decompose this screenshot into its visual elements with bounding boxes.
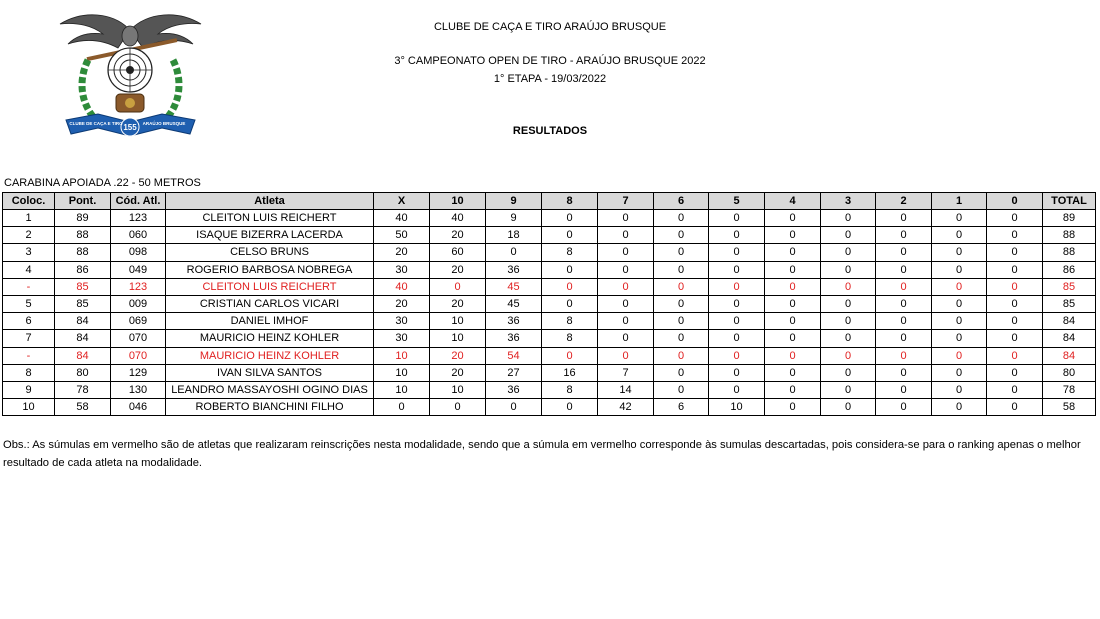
table-cell: 20	[430, 227, 486, 244]
table-cell: -	[3, 278, 55, 295]
table-cell: 85	[1043, 278, 1096, 295]
table-cell: 0	[876, 330, 932, 347]
table-cell: 0	[821, 399, 876, 416]
table-cell: 0	[598, 278, 654, 295]
table-cell: 40	[374, 210, 430, 227]
column-header: 2	[876, 193, 932, 210]
table-cell: 069	[111, 313, 166, 330]
table-cell: CLEITON LUIS REICHERT	[166, 210, 374, 227]
table-row	[3, 227, 1096, 244]
table-row	[3, 347, 1096, 364]
table-cell: 0	[932, 364, 987, 381]
table-cell: 0	[987, 347, 1043, 364]
table-cell: 009	[111, 295, 166, 312]
table-cell: 10	[709, 399, 765, 416]
column-header: 4	[765, 193, 821, 210]
table-cell: 0	[709, 227, 765, 244]
table-cell: 88	[1043, 244, 1096, 261]
table-cell: 88	[55, 244, 111, 261]
table-cell: 130	[111, 381, 166, 398]
logo-banner-left: CLUBE DE CAÇA E TIRO	[69, 121, 123, 126]
table-cell: 80	[1043, 364, 1096, 381]
table-cell: 8	[542, 313, 598, 330]
footnote: Obs.: As súmulas em vermelho são de atletas que realizaram reinscrições nesta modalidade, sendo que a súmula em vermelho corresponde às sumulas descartadas, pois considera-se para o ranking apenas o melhor resultado de cada atleta na modalidade.	[3, 439, 1081, 469]
table-cell: 0	[598, 313, 654, 330]
table-row	[3, 381, 1096, 398]
table-row	[3, 278, 1096, 295]
table-cell: 0	[430, 399, 486, 416]
table-cell: ROGERIO BARBOSA NOBREGA	[166, 261, 374, 278]
table-cell: 36	[486, 330, 542, 347]
table-cell: 0	[486, 244, 542, 261]
table-cell: 0	[987, 261, 1043, 278]
column-header: 10	[430, 193, 486, 210]
table-cell: 0	[765, 210, 821, 227]
table-cell: 0	[821, 278, 876, 295]
table-cell: 0	[709, 381, 765, 398]
table-cell: DANIEL IMHOF	[166, 313, 374, 330]
table-cell: 54	[486, 347, 542, 364]
table-cell: 0	[654, 227, 709, 244]
table-cell: 18	[486, 227, 542, 244]
table-cell: 84	[55, 347, 111, 364]
table-cell: 0	[709, 210, 765, 227]
table-cell: 060	[111, 227, 166, 244]
table-cell: 0	[765, 278, 821, 295]
table-cell: 84	[1043, 330, 1096, 347]
table-cell: 0	[821, 364, 876, 381]
table-cell: 0	[709, 278, 765, 295]
table-cell: 14	[598, 381, 654, 398]
table-cell: 0	[876, 313, 932, 330]
table-cell: 6	[654, 399, 709, 416]
table-cell: 80	[55, 364, 111, 381]
table-cell: 0	[821, 330, 876, 347]
table-cell: MAURICIO HEINZ KOHLER	[166, 330, 374, 347]
table-cell: 0	[987, 295, 1043, 312]
table-cell: -	[3, 347, 55, 364]
table-row	[3, 313, 1096, 330]
column-header: X	[374, 193, 430, 210]
table-cell: 20	[430, 364, 486, 381]
table-cell: 0	[765, 244, 821, 261]
table-header-row	[3, 193, 1096, 210]
table-cell: 0	[654, 364, 709, 381]
table-cell: 84	[1043, 347, 1096, 364]
column-header: TOTAL	[1043, 193, 1096, 210]
table-cell: 36	[486, 381, 542, 398]
table-cell: 0	[654, 278, 709, 295]
table-cell: 2	[3, 227, 55, 244]
table-cell: 45	[486, 278, 542, 295]
table-cell: 098	[111, 244, 166, 261]
table-cell: 7	[3, 330, 55, 347]
column-header: 9	[486, 193, 542, 210]
table-cell: 89	[1043, 210, 1096, 227]
table-cell: 0	[486, 399, 542, 416]
table-cell: 30	[374, 330, 430, 347]
table-row	[3, 295, 1096, 312]
table-cell: 0	[765, 347, 821, 364]
table-cell: 0	[598, 347, 654, 364]
stage-date: 1° ETAPA - 19/03/2022	[493, 73, 607, 85]
championship-title: 3° CAMPEONATO OPEN DE TIRO - ARAÚJO BRUSQUE 2022	[394, 55, 706, 67]
table-cell: 8	[3, 364, 55, 381]
table-cell: 0	[987, 399, 1043, 416]
table-cell: 0	[932, 399, 987, 416]
table-cell: 0	[932, 244, 987, 261]
table-cell: ISAQUE BIZERRA LACERDA	[166, 227, 374, 244]
table-cell: 0	[765, 313, 821, 330]
table-cell: 45	[486, 295, 542, 312]
table-cell: 0	[876, 381, 932, 398]
table-cell: 0	[932, 381, 987, 398]
table-cell: 40	[374, 278, 430, 295]
table-cell: 0	[821, 210, 876, 227]
table-cell: 30	[374, 261, 430, 278]
table-cell: ROBERTO BIANCHINI FILHO	[166, 399, 374, 416]
table-cell: 0	[932, 278, 987, 295]
table-cell: 85	[55, 295, 111, 312]
table-cell: 0	[876, 399, 932, 416]
table-cell: 0	[709, 364, 765, 381]
table-cell: 0	[821, 381, 876, 398]
table-cell: 60	[430, 244, 486, 261]
table-cell: 0	[765, 364, 821, 381]
table-cell: 89	[55, 210, 111, 227]
table-cell: 20	[430, 347, 486, 364]
table-cell: 0	[709, 244, 765, 261]
table-cell: 3	[3, 244, 55, 261]
table-cell: 0	[876, 278, 932, 295]
table-cell: 42	[598, 399, 654, 416]
table-cell: 0	[765, 330, 821, 347]
table-cell: 0	[654, 210, 709, 227]
table-cell: 0	[821, 295, 876, 312]
table-cell: 10	[430, 381, 486, 398]
table-cell: 0	[765, 227, 821, 244]
table-cell: 8	[542, 330, 598, 347]
table-cell: 1	[3, 210, 55, 227]
club-title: CLUBE DE CAÇA E TIRO ARAÚJO BRUSQUE	[433, 21, 667, 33]
table-cell: 0	[876, 261, 932, 278]
table-cell: 0	[932, 330, 987, 347]
table-cell: 0	[821, 261, 876, 278]
table-cell: CRISTIAN CARLOS VICARI	[166, 295, 374, 312]
table-cell: 0	[709, 261, 765, 278]
category-label: CARABINA APOIADA .22 - 50 METROS	[4, 177, 201, 189]
table-cell: 0	[542, 347, 598, 364]
column-header: 1	[932, 193, 987, 210]
table-cell: 0	[709, 330, 765, 347]
table-cell: 10	[430, 313, 486, 330]
table-cell: 123	[111, 210, 166, 227]
table-row	[3, 364, 1096, 381]
table-cell: 0	[654, 330, 709, 347]
table-cell: 50	[374, 227, 430, 244]
table-cell: 88	[1043, 227, 1096, 244]
table-cell: 0	[987, 227, 1043, 244]
table-cell: 0	[374, 399, 430, 416]
table-cell: 0	[876, 295, 932, 312]
table-cell: 0	[542, 261, 598, 278]
table-cell: 10	[430, 330, 486, 347]
table-cell: CLEITON LUIS REICHERT	[166, 278, 374, 295]
table-cell: 20	[430, 261, 486, 278]
table-cell: 0	[654, 295, 709, 312]
logo-number: 155	[123, 123, 137, 132]
table-row	[3, 330, 1096, 347]
table-cell: 0	[987, 330, 1043, 347]
table-cell: IVAN SILVA SANTOS	[166, 364, 374, 381]
table-cell: 85	[55, 278, 111, 295]
table-cell: 8	[542, 381, 598, 398]
table-cell: 8	[542, 244, 598, 261]
results-table	[2, 192, 1096, 416]
table-cell: LEANDRO MASSAYOSHI OGINO DIAS	[166, 381, 374, 398]
table-cell: 0	[598, 330, 654, 347]
table-cell: 0	[987, 278, 1043, 295]
table-cell: 16	[542, 364, 598, 381]
table-cell: 20	[374, 295, 430, 312]
table-cell: 20	[374, 244, 430, 261]
table-cell: 0	[821, 347, 876, 364]
table-cell: 0	[598, 261, 654, 278]
table-cell: 0	[932, 295, 987, 312]
table-cell: 78	[55, 381, 111, 398]
table-cell: 0	[542, 227, 598, 244]
table-cell: 0	[987, 210, 1043, 227]
table-cell: 0	[542, 278, 598, 295]
table-cell: 0	[709, 295, 765, 312]
table-cell: 10	[374, 347, 430, 364]
table-cell: 0	[932, 313, 987, 330]
table-cell: 0	[542, 210, 598, 227]
table-cell: 27	[486, 364, 542, 381]
table-cell: 0	[876, 227, 932, 244]
table-cell: 0	[654, 381, 709, 398]
table-cell: 129	[111, 364, 166, 381]
column-header: Cód. Atl.	[111, 193, 166, 210]
table-cell: 0	[987, 244, 1043, 261]
column-header: Atleta	[166, 193, 374, 210]
column-header: 6	[654, 193, 709, 210]
table-cell: 6	[3, 313, 55, 330]
table-cell: 0	[765, 261, 821, 278]
column-header: 3	[821, 193, 876, 210]
table-cell: 0	[542, 399, 598, 416]
table-cell: 0	[821, 313, 876, 330]
table-cell: 58	[1043, 399, 1096, 416]
table-cell: 40	[430, 210, 486, 227]
table-cell: 4	[3, 261, 55, 278]
table-cell: 123	[111, 278, 166, 295]
column-header: 0	[987, 193, 1043, 210]
table-cell: 86	[55, 261, 111, 278]
table-cell: 36	[486, 261, 542, 278]
table-cell: 0	[932, 227, 987, 244]
table-cell: 84	[55, 313, 111, 330]
table-cell: 36	[486, 313, 542, 330]
table-cell: 0	[654, 347, 709, 364]
table-cell: MAURICIO HEINZ KOHLER	[166, 347, 374, 364]
column-header: Pont.	[55, 193, 111, 210]
table-cell: 78	[1043, 381, 1096, 398]
table-cell: 0	[765, 381, 821, 398]
table-cell: 0	[598, 295, 654, 312]
table-cell: 0	[598, 210, 654, 227]
table-cell: 30	[374, 313, 430, 330]
table-row	[3, 261, 1096, 278]
table-row	[3, 399, 1096, 416]
table-cell: 0	[876, 364, 932, 381]
table-cell: 0	[987, 364, 1043, 381]
table-cell: 0	[987, 313, 1043, 330]
table-cell: 046	[111, 399, 166, 416]
table-cell: 0	[598, 244, 654, 261]
table-cell: 9	[486, 210, 542, 227]
table-cell: 0	[821, 227, 876, 244]
table-cell: 86	[1043, 261, 1096, 278]
table-cell: 0	[654, 313, 709, 330]
table-cell: 84	[55, 330, 111, 347]
table-cell: 0	[765, 295, 821, 312]
results-heading: RESULTADOS	[512, 125, 588, 137]
table-cell: 0	[932, 261, 987, 278]
column-header: 5	[709, 193, 765, 210]
table-row	[3, 244, 1096, 261]
table-cell: 070	[111, 330, 166, 347]
table-cell: 070	[111, 347, 166, 364]
column-header: 8	[542, 193, 598, 210]
table-cell: 0	[876, 210, 932, 227]
table-cell: 20	[430, 295, 486, 312]
table-cell: 5	[3, 295, 55, 312]
table-cell: 0	[542, 295, 598, 312]
table-cell: 0	[430, 278, 486, 295]
table-cell: 9	[3, 381, 55, 398]
table-cell: 0	[987, 381, 1043, 398]
table-cell: 7	[598, 364, 654, 381]
table-cell: 0	[876, 244, 932, 261]
table-cell: 0	[598, 227, 654, 244]
table-cell: 0	[765, 399, 821, 416]
table-cell: 0	[654, 244, 709, 261]
table-cell: 10	[3, 399, 55, 416]
column-header: 7	[598, 193, 654, 210]
column-header: Coloc.	[3, 193, 55, 210]
table-cell: 0	[654, 261, 709, 278]
table-row	[3, 210, 1096, 227]
table-cell: 0	[709, 347, 765, 364]
table-cell: 10	[374, 381, 430, 398]
logo-banner-right: ARAÚJO BRUSQUE	[142, 121, 186, 126]
table-cell: 049	[111, 261, 166, 278]
table-cell: 0	[876, 347, 932, 364]
table-cell: 0	[932, 347, 987, 364]
table-cell: 58	[55, 399, 111, 416]
table-cell: 0	[709, 313, 765, 330]
table-cell: CELSO BRUNS	[166, 244, 374, 261]
table-cell: 85	[1043, 295, 1096, 312]
table-cell: 0	[821, 244, 876, 261]
table-cell: 84	[1043, 313, 1096, 330]
table-cell: 10	[374, 364, 430, 381]
table-cell: 0	[932, 210, 987, 227]
table-cell: 88	[55, 227, 111, 244]
